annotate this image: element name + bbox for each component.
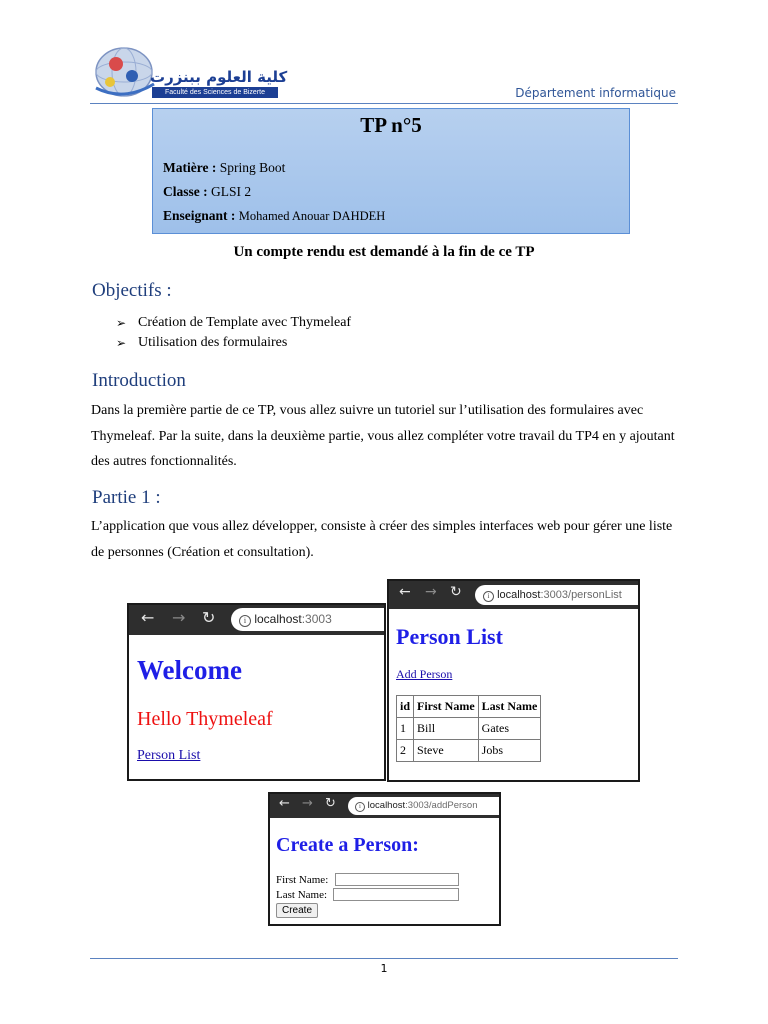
footer-divider — [90, 958, 678, 959]
back-arrow-icon[interactable]: ← — [141, 608, 155, 627]
teacher-line — [163, 208, 385, 224]
last-name-input[interactable] — [333, 888, 459, 901]
first-name-input[interactable] — [335, 873, 459, 886]
tp-title: TP n°5 — [360, 113, 422, 137]
url-host: localhost — [497, 589, 541, 601]
table-row — [397, 740, 541, 762]
last-name-label: Last Name: — [276, 889, 328, 901]
department-label: Département informatique — [515, 86, 676, 100]
cell-last-name: Gates — [478, 718, 541, 740]
introduction-heading: Introduction — [92, 370, 186, 391]
class-line — [163, 184, 251, 200]
hello-heading: Hello Thymeleaf — [137, 708, 273, 730]
create-button[interactable]: Create — [276, 903, 318, 918]
person-list-link[interactable]: Person List — [137, 748, 201, 763]
first-name-label: First Name: — [276, 874, 329, 886]
create-person-heading: Create a Person: — [276, 834, 419, 856]
report-requirement: Un compte rendu est demandé à la fin de ce TP — [233, 244, 535, 260]
url-path: :3003/addPerson — [405, 800, 478, 811]
title-box — [152, 108, 630, 234]
cell-last-name: Jobs — [478, 740, 541, 762]
address-bar[interactable] — [231, 608, 384, 631]
page-number: 1 — [380, 962, 388, 975]
info-icon[interactable]: i — [355, 802, 365, 812]
subject-line — [163, 160, 285, 176]
welcome-heading: Welcome — [137, 655, 242, 685]
forward-arrow-icon[interactable]: → — [172, 608, 186, 627]
person-table — [396, 695, 541, 762]
introduction-paragraph: Dans la première partie de ce TP, vous allez suivre un tutoriel sur l’utilisation des formulaires avec Thymeleaf. Par la suite, dans la deuxième partie, vous allez compléter votre travail du TP4 en y ajoutant des autres fonctionnalités. — [91, 403, 675, 469]
cell-first-name: Bill — [414, 718, 479, 740]
person-list-heading: Person List — [396, 624, 503, 649]
forward-arrow-icon[interactable]: → — [302, 796, 313, 811]
logo-french-text: Faculté des Sciences de Bizerte — [152, 87, 278, 98]
add-person-link[interactable]: Add Person — [396, 667, 453, 681]
browser-add-person — [268, 792, 501, 926]
column-header-last-name: Last Name — [478, 696, 541, 718]
column-header-id: id — [397, 696, 414, 718]
objectifs-heading: Objectifs : — [92, 280, 172, 301]
browser-toolbar — [389, 581, 638, 609]
info-icon[interactable]: i — [239, 615, 251, 627]
objectifs-list — [116, 313, 351, 353]
class-label: Classe : — [163, 184, 208, 199]
address-bar[interactable] — [475, 585, 638, 605]
teacher-value: Mohamed Anouar DAHDEH — [238, 209, 386, 223]
list-item: ➢ Utilisation des formulaires — [116, 333, 351, 353]
partie1-paragraph: L’application que vous allez développer, consiste à créer des simples interfaces web pour gérer une liste de personnes (Création et consultation). — [91, 519, 673, 560]
info-icon[interactable]: i — [483, 591, 494, 602]
browser-toolbar — [270, 794, 499, 818]
forward-arrow-icon[interactable]: → — [425, 584, 437, 600]
back-arrow-icon[interactable]: ← — [279, 796, 290, 811]
browser-welcome — [127, 603, 386, 781]
browser-person-list — [387, 579, 640, 782]
teacher-label: Enseignant : — [163, 208, 236, 223]
logo-arabic-text: كلية العلوم ببنزرت — [150, 68, 288, 86]
header-divider — [90, 103, 678, 104]
address-bar[interactable] — [348, 797, 499, 815]
table-row — [397, 718, 541, 740]
partie1-heading: Partie 1 : — [92, 487, 161, 508]
url-host: localhost — [254, 612, 302, 626]
url-host: localhost — [367, 800, 406, 811]
reload-icon[interactable]: ↻ — [450, 584, 462, 600]
reload-icon[interactable]: ↻ — [325, 796, 336, 811]
url-path: :3003/personList — [540, 589, 622, 601]
browser-toolbar — [129, 605, 384, 635]
back-arrow-icon[interactable]: ← — [399, 584, 411, 600]
table-header-row — [397, 696, 541, 718]
list-item: ➢ Création de Template avec Thymeleaf — [116, 313, 351, 333]
subject-value: Spring Boot — [219, 160, 286, 175]
subject-label: Matière : — [163, 160, 217, 175]
column-header-first-name: First Name — [414, 696, 479, 718]
cell-id: 1 — [397, 718, 414, 740]
cell-id: 2 — [397, 740, 414, 762]
reload-icon[interactable]: ↻ — [202, 608, 216, 627]
cell-first-name: Steve — [414, 740, 479, 762]
url-path: :3003 — [301, 612, 332, 626]
class-value: GLSI 2 — [211, 184, 252, 199]
